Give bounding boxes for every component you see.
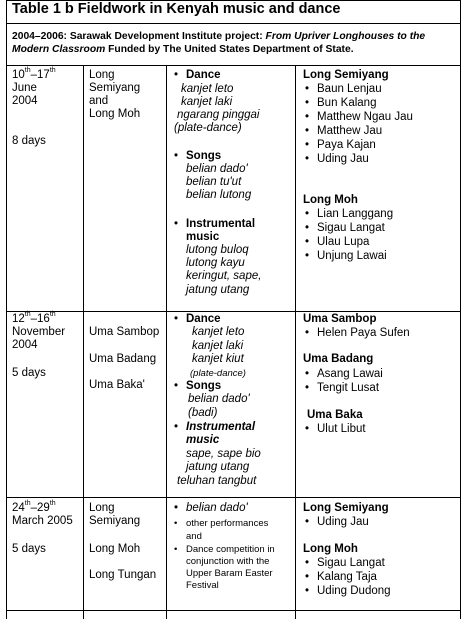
row2-music-heading: • Instrumental (186, 421, 255, 435)
row1-person: • Baun Lenjau (317, 83, 382, 97)
header-divider (6, 65, 461, 66)
row1-person: • Sigau Langat (317, 222, 385, 236)
row2-group-heading: Uma Badang (303, 353, 374, 365)
row3-item: and (186, 531, 202, 542)
row2-person: • Asang Lawai (317, 368, 383, 382)
row1-person: • Paya Kajan (317, 139, 376, 153)
row2-person: • Helen Paya Sufen (317, 327, 410, 341)
row1-music-heading-2: music (186, 231, 220, 243)
row3-item: conjunction with the (186, 556, 270, 567)
row2-dance-item: kanjet laki (192, 340, 244, 352)
row3-person: • Uding Jau (317, 516, 369, 530)
row3-place: Long (89, 502, 115, 514)
row3-place: Long Tungan (89, 569, 157, 581)
row1-place: Long (89, 69, 115, 81)
project-funding: Funded by The United States Department of State. (105, 44, 354, 55)
row2-dance-item: kanjet kiut (192, 353, 244, 365)
row2-month: November (12, 326, 66, 338)
row2-date: 12th–16th (12, 311, 56, 325)
row1-music-item: keringut, sape, (186, 270, 262, 282)
row1-group-heading: Long Semiyang (303, 69, 389, 81)
row3-item: • belian dado' (186, 502, 248, 516)
row3-place: Semiyang (89, 515, 141, 527)
row1-person: • Matthew Jau (317, 125, 382, 139)
row1-music-item: jatung utang (186, 284, 250, 296)
row2-music-item: sape, sape bio (186, 448, 261, 460)
row1-person: • Ulau Lupa (317, 236, 369, 250)
row2-person: • Ulut Libut (317, 423, 366, 437)
row3-date: 24th–29th (12, 500, 56, 514)
row3-person: • Sigau Langat (317, 557, 385, 571)
col-divider-3 (295, 65, 296, 619)
col-divider-2 (166, 65, 167, 619)
row1-person: • Lian Langgang (317, 208, 393, 222)
row1-date: 10th–17th (12, 67, 56, 81)
row3-person: • Uding Dudong (317, 585, 391, 599)
row3-month: March 2005 (12, 515, 73, 527)
row2-duration: 5 days (12, 367, 46, 379)
row1-person: • Uding Jau (317, 153, 369, 167)
row1-songs-heading: • Songs (186, 150, 221, 164)
row3-place: Long Moh (89, 543, 141, 555)
row3-item: Festival (186, 580, 219, 591)
row1-dance-heading: • Dance (186, 69, 221, 83)
col-divider-1 (83, 65, 84, 619)
row2-music-item: teluhan tangbut (177, 475, 257, 487)
row1-music-heading: • Instrumental (186, 218, 255, 232)
row2-song-item: belian dado' (188, 393, 250, 405)
row3-group-heading: Long Semiyang (303, 502, 389, 514)
row2-songs-heading: • Songs (186, 380, 221, 394)
project-prefix: 2004–2006: Sarawak Development Institute project: (12, 31, 266, 42)
row2-group-heading: Uma Baka (307, 409, 363, 421)
row-divider-1 (6, 311, 461, 312)
row1-year: 2004 (12, 95, 38, 107)
row1-place: and (89, 95, 109, 107)
row2-dance-item: kanjet leto (192, 326, 245, 338)
row1-song-item: belian dado' (186, 163, 248, 175)
row3-duration: 5 days (12, 543, 46, 555)
row1-music-item: lutong kayu (186, 257, 245, 269)
row2-dance-heading: • Dance (186, 313, 221, 327)
row1-month: June (12, 82, 37, 94)
row1-person: • Matthew Ngau Jau (317, 111, 413, 125)
row2-music-item: jatung utang (186, 461, 250, 473)
row1-dance-item: (plate-dance) (174, 122, 242, 134)
row3-item: • Dance competition in (186, 543, 275, 557)
row2-group-heading: Uma Sambop (303, 313, 377, 325)
row2-person: • Tengit Lusat (317, 382, 379, 396)
row3-item: Upper Baram Easter (186, 568, 273, 579)
row1-person: • Bun Kalang (317, 97, 376, 111)
row2-song-item: (badi) (188, 407, 218, 419)
row1-group-heading: Long Moh (303, 194, 358, 206)
row1-song-item: belian tu'ut (186, 176, 242, 188)
row1-place: Semiyang (89, 82, 141, 94)
row1-duration: 8 days (12, 135, 46, 147)
row1-dance-item: kanjet leto (181, 83, 234, 95)
row1-person: • Unjung Lawai (317, 250, 387, 264)
row2-dance-item: (plate-dance) (190, 368, 246, 379)
row1-song-item: belian lutong (186, 189, 252, 201)
row3-person: • Kalang Taja (317, 571, 377, 585)
row1-music-item: lutong buloq (186, 244, 249, 256)
row-divider-2 (6, 497, 461, 498)
row1-dance-item: ngarang pinggai (177, 109, 260, 121)
row2-year: 2004 (12, 339, 38, 351)
row2-place: Uma Sambop (89, 326, 160, 338)
row3-item: • other performances (186, 517, 268, 531)
row2-music-heading-2: music (186, 434, 220, 446)
project-description (12, 30, 452, 56)
title-divider (6, 23, 461, 24)
table-title: Table 1 b Fieldwork in Kenyah music and dance (12, 1, 341, 17)
row1-place: Long Moh (89, 108, 141, 120)
row3-group-heading: Long Moh (303, 543, 358, 555)
row1-dance-item: kanjet laki (181, 96, 233, 108)
row2-place: Uma Badang (89, 353, 157, 365)
row2-place: Uma Baka' (89, 379, 145, 391)
project-title: From Upriver Longhouses to the Modern Classroom (12, 31, 426, 55)
row-divider-3 (6, 610, 461, 611)
